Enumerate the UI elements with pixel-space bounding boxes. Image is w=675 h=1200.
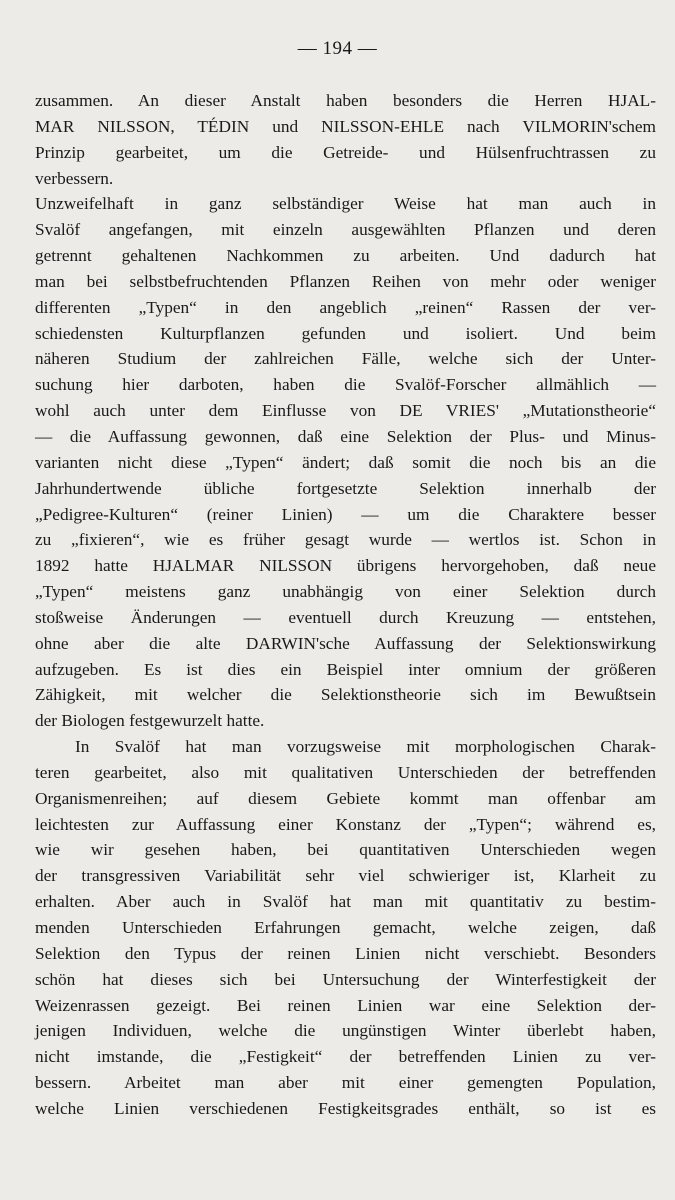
text-line: bessern. Arbeitet man aber mit einer gemengten Population, (35, 1073, 656, 1093)
text-line: differenten „Typen“ in den angeblich „reinen“ Rassen der ver- (35, 297, 656, 317)
text-line: Jahrhundertwende übliche fortgesetzte Selektion innerhalb der (35, 478, 656, 498)
body-text (35, 88, 656, 1122)
text-line: zusammen. An dieser Anstalt haben besonders die Herren HJAL- (35, 91, 656, 110)
text-line: Zähigkeit, mit welcher die Selektionstheorie sich im Bewußtsein (35, 685, 656, 705)
text-line: „Typen“ meistens ganz unabhängig von einer Selektion durch (35, 582, 656, 602)
text-line: welche Linien verschiedenen Festigkeitsgrades enthält, so ist es (35, 1098, 656, 1118)
text-line: nicht imstande, die „Festigkeit“ der betreffenden Linien zu ver- (35, 1047, 656, 1067)
text-line: zu „fixieren“, wie es früher gesagt wurde — wertlos ist. Schon in (35, 530, 656, 550)
text-line: „Pedigree-Kulturen“ (reiner Linien) — um die Charaktere besser (35, 504, 656, 524)
text-line: teren gearbeitet, also mit qualitativen Unterschieden der betreffenden (35, 762, 656, 782)
page-number: — 194 — (297, 38, 378, 59)
text-line: Prinzip gearbeitet, um die Getreide- und Hülsenfruchtrassen zu (35, 142, 656, 162)
text-line: — die Auffassung gewonnen, daß eine Selektion der Plus- und Minus- (35, 426, 656, 446)
text-line: leichtesten zur Auffassung einer Konstanz der „Typen“; während es, (35, 814, 656, 834)
text-line: schön hat dieses sich bei Untersuchung der Winterfestigkeit der (35, 969, 656, 989)
text-line: menden Unterschieden Erfahrungen gemacht, welche zeigen, daß (35, 918, 656, 937)
text-line: wohl auch unter dem Einflusse von DE VRIES' „Mutationstheorie“ (35, 401, 656, 421)
text-line: wie wir gesehen haben, bei quantitativen Unterschieden wegen (35, 840, 656, 860)
text-line: Organismenreihen; auf diesem Gebiete kommt man offenbar am (35, 788, 656, 808)
paragraph (35, 88, 656, 191)
text-line: stoßweise Änderungen — eventuell durch Kreuzung — entstehen, (35, 607, 656, 627)
text-line: der Biologen festgewurzelt hatte. (35, 711, 265, 731)
text-line: Svalöf angefangen, mit einzeln ausgewählten Pflanzen und deren (35, 220, 656, 240)
text-line: In Svalöf hat man vorzugsweise mit morphologischen Charak- (75, 737, 656, 757)
text-line: varianten nicht diese „Typen“ ändert; daß somit die noch bis an die (35, 452, 656, 472)
text-line: ohne aber die alte DARWIN'sche Auffassung der Selektionswirkung (35, 633, 656, 653)
text-line: der transgressiven Variabilität sehr viel schwieriger ist, Klarheit zu (35, 866, 656, 886)
text-line: erhalten. Aber auch in Svalöf hat man mit quantitativ zu bestim- (35, 892, 656, 912)
text-line: jenigen Individuen, welche die ungünstigen Winter überlebt haben, (35, 1021, 656, 1041)
text-line: Weizenrassen gezeigt. Bei reinen Linien war eine Selektion der- (35, 995, 656, 1015)
text-line: näheren Studium der zahlreichen Fälle, welche sich der Unter- (35, 349, 656, 369)
paragraph (35, 191, 656, 734)
text-line: aufzugeben. Es ist dies ein Beispiel inter omnium der größeren (35, 659, 656, 679)
text-line: getrennt gehaltenen Nachkommen zu arbeiten. Und dadurch hat (35, 246, 656, 266)
text-line: 1892 hatte HJALMAR NILSSON übrigens hervorgehoben, daß neue (35, 556, 656, 576)
text-line: Unzweifelhaft in ganz selbständiger Weise hat man auch in (35, 194, 656, 214)
text-line: suchung hier darboten, haben die Svalöf-Forscher allmählich — (35, 375, 656, 395)
text-line: verbessern. (35, 168, 114, 188)
text-line: MAR NILSSON, TÉDIN und NILSSON-EHLE nach VILMORIN'schem (35, 116, 656, 136)
text-line: Selektion den Typus der reinen Linien nicht verschiebt. Besonders (35, 943, 656, 963)
paragraph (35, 734, 656, 1122)
text-line: man bei selbstbefruchtenden Pflanzen Reihen von mehr oder weniger (35, 271, 656, 291)
text-line: schiedensten Kulturpflanzen gefunden und isoliert. Und beim (35, 323, 656, 343)
